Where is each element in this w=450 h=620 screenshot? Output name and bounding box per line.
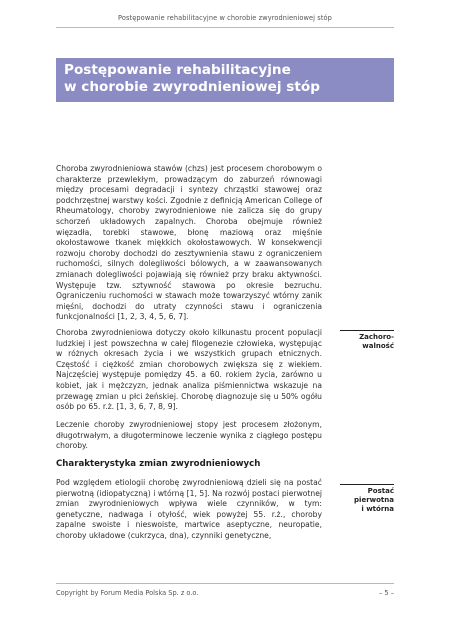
- paragraph-intro: Choroba zwyrodnieniowa stawów (chzs) jest procesem chorobowym o charakterze przewlekłym, prowadzącym do zaburzeń równowagi między procesami degradacji i syntezy chrząstki stawowej oraz podchrzęstnej warstwy kości. Zgodnie z definicją American College of Rheumatology, choroby zwyrodnieniowe nie zalicza się do grupy schorzeń układowych zapalnych. Choroba obejmuje również więzadła, torebki stawowe, błonę maziową oraz mięśnie okołostawowe tkanek miękkich okołostawowych. W konsekwencji rozwoju choroby dochodzi do zesztywnienia stawu z ograniczeniem ruchomości, silnych dolegliwości bólowych, a w zaawansowanych zmianach dolegliwości pojawiają się również przy braku aktywności. Występuje tzw. sztywność stawowa po okresie bezruchu. Ograniczeniu ruchomości w stawach może towarzyszyć wtórny zanik mięśni, dochodzi do utraty czynności stawu i ograniczenia funkcjonalności [1, 2, 3, 4, 5, 6, 7].: [56, 164, 322, 322]
- title-line-1: Postępowanie rehabilitacyjne: [64, 62, 291, 78]
- paragraph-etiology: Pod względem etiologii chorobę zwyrodnieniową dzieli się na postać pierwotną (idiopatyczną) i wtórną [1, 5]. Na rozwój postaci pierwotnej zmian zwyrodnieniowych wpływa wiele czynników, w tym: genetyczne, nadwaga i otyłość, wiek powyżej 55. r.ż., choroby zapalne swoiste i nieswoiste, martwice aseptyczne, neuropatie, choroby układowe (cukrzyca, dna), czynniki genetyczne,: [56, 478, 322, 540]
- sidenote-incidence: [336, 330, 394, 351]
- title-line-2: w chorobie zwyrodnieniowej stóp: [64, 79, 320, 95]
- running-header: Postępowanie rehabilitacyjne w chorobie zwyrodnieniowej stóp: [118, 14, 332, 22]
- paragraph-incidence: Choroba zwyrodnieniowa dotyczy około kilkunastu procent populacji ludzkiej i jest powszechna w całej filogenezie człowieka, występując w różnych okresach życia i we wszystkich grupach etnicznych. Częstość i ciężkość zmian chorobowych zwiększa się z wiekiem. Najczęściej występuje pomiędzy 45. a 60. rokiem życia, zarówno u kobiet, jak i mężczyzn, jednak analiza piśmiennictwa wskazuje na przewagę zmian u płci żeńskiej. Chorobę diagnozuje się u 50% ogółu osób po 65. r.ż. [1, 3, 6, 7, 8, 9].: [56, 328, 322, 412]
- section-heading: Charakterystyka zmian zwyrodnieniowych: [56, 459, 261, 469]
- sidenote-incidence-text: Zachoro- walność: [359, 333, 394, 350]
- sidenote-rule: [340, 484, 394, 485]
- footer-divider: [56, 583, 394, 584]
- sidenote-forms: [336, 484, 394, 514]
- paragraph-treatment: Leczenie choroby zwyrodnieniowej stopy jest procesem złożonym, długotrwałym, a długoterminowe leczenie wynika z ciągłego postępu choroby.: [56, 420, 322, 451]
- page-number: – 5 –: [379, 589, 394, 597]
- footer-copyright: Copyright by Forum Media Polska Sp. z o.o.: [56, 589, 199, 597]
- title-banner: [56, 58, 394, 102]
- sidenote-rule: [340, 330, 394, 331]
- header-divider: [56, 27, 394, 28]
- sidenote-forms-text: Postać pierwotna i wtórna: [354, 487, 394, 513]
